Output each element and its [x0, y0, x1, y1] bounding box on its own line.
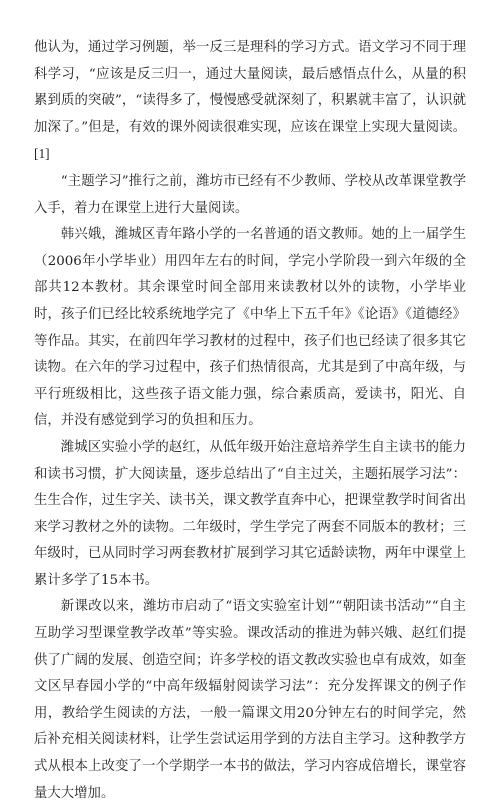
paragraph-topic-learning [34, 169, 466, 222]
paragraph-zhao-hong [34, 435, 466, 595]
paragraph-text: 新课改以来，潍坊市启动了“语文实验室计划”“朝阳读书活动”“自主互助学习型课堂教学改革”等实验。课改活动的推进为韩兴娥、赵红们提供了广阔的发展、创造空间；许多学校的语文教改实验也卓有成效，如奎文区早春园小学的“中高年级辐射阅读学习法”：充分发挥课文的例子作用，教给学生阅读的方法，一般一篇课文用20分钟左右的时间学完，然后补充相关阅读材料，让学生尝试运用学到的方法自主学习。这种教学方式从根本上改变了一个学期学一本书的做法，学习内容成倍增长，课堂容量大大增加。 [34, 599, 466, 801]
citation-marker: [1] [34, 146, 50, 162]
paragraph-text: “主题学习”推行之前，潍坊市已经有不少教师、学校从改革课堂教学入手，着力在课堂上进行大量阅读。 [34, 173, 466, 216]
paragraph-text: 潍城区实验小学的赵红，从低年级开始注意培养学生自主读书的能力和读书习惯，扩大阅读量，逐步总结出了“自主过关，主题拓展学习法”：生生合作，过生字关、读书关，课文教学直奔中心，把课堂教学时间省出来学习教材之外的读物。二年级时，学生学完了两套不同版本的教材；三年级时，已从同时学习两套教材扩展到学习其它适龄读物，两年中课堂上累计多学了15本书。 [34, 439, 466, 588]
paragraph-curriculum-reform [34, 594, 466, 807]
paragraph-continued [34, 35, 466, 169]
paragraph-text: 他认为，通过学习例题，举一反三是理科的学习方式。语文学习不同于理科学习，“应该是反三归一，通过大量阅读，最后感悟点什么，从量的积累到质的突破”，“读得多了，慢慢感受就深刻了，积累就丰富了，认识就加深了。”但是，有效的课外阅读很难实现，应该在课堂上实现大量阅读。 [34, 40, 466, 135]
paragraph-text: 韩兴娥，潍城区青年路小学的一名普通的语文教师。她的上一届学生（2006年小学毕业）用四年左右的时间，学完小学阶段一到六年级的全部共12本教材。其余课堂时间全部用来读教材以外的读物，小学毕业时，孩子们已经比较系统地学完了《中华上下五千年》《论语》《道德经》等作品。其实，在前四年学习教材的过程中，孩子们也已经读了很多其它读物。在六年的学习过程中，孩子们热情很高，尤其是到了中高年级，与平行班级相比，这些孩子语文能力强，综合素质高，爱读书，阳光、自信，并没有感觉到学习的负担和压力。 [34, 227, 466, 429]
paragraph-han-xinge [34, 222, 466, 435]
